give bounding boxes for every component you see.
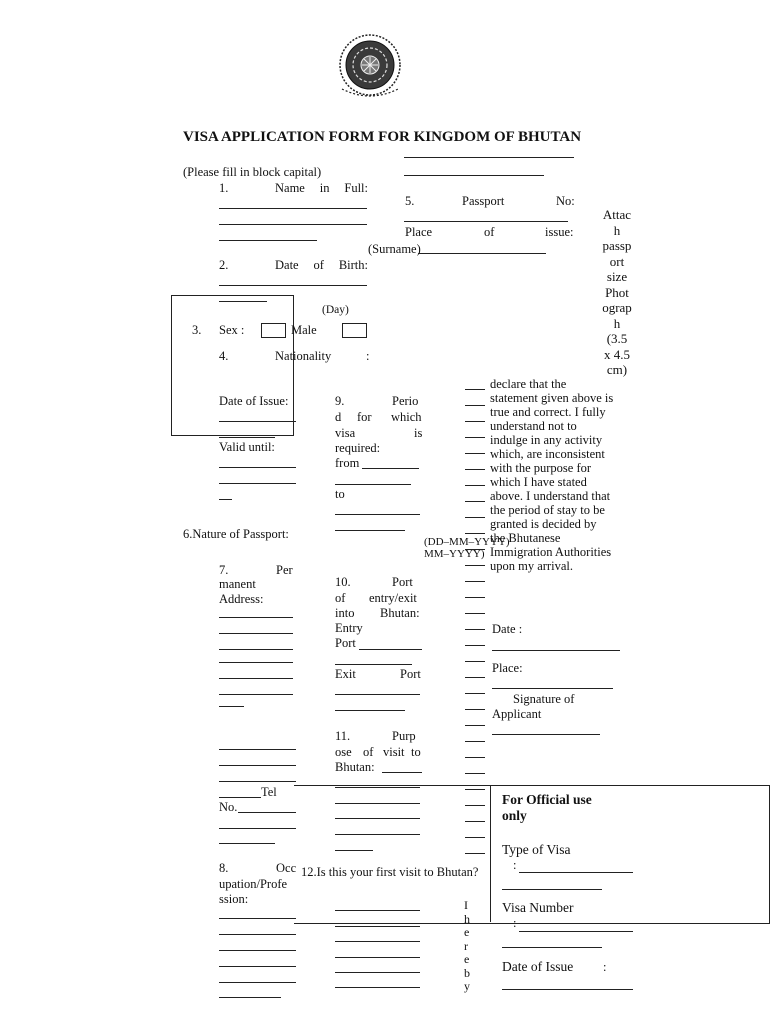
q11-l2b: of (363, 745, 374, 759)
official-use-box-left-edge (490, 785, 491, 922)
hereby-vertical-text: I h e r e b y (464, 898, 470, 993)
official-date-of-issue-colon: : (603, 960, 607, 974)
sex-checkbox-1[interactable] (261, 323, 286, 338)
signature-label: Signature of (513, 692, 575, 706)
q7-l1b: Per (276, 563, 293, 577)
sex-nationality-box (171, 295, 294, 436)
tel-field-2[interactable] (219, 828, 296, 829)
q7-l3: Address: (219, 592, 264, 606)
entry-port-field-1[interactable] (359, 649, 422, 650)
q10-exit-port: Port (400, 667, 421, 681)
tel-field-1[interactable] (238, 812, 296, 813)
name-field-2[interactable] (219, 224, 367, 225)
official-use-heading: For Official use only (502, 792, 592, 823)
q5-no: No: (556, 194, 575, 208)
q3-label: Sex : (219, 323, 245, 337)
official-type-of-visa-label: Type of Visa (502, 842, 571, 857)
official-visa-number-field-1[interactable] (519, 931, 633, 932)
period-from-field-2[interactable] (335, 484, 411, 485)
entry-port-field-2[interactable] (335, 664, 412, 665)
period-to-field-2[interactable] (335, 530, 405, 531)
photo-placeholder-text: Attac h passp ort size Phot ograp h (3.5 x 4.5 cm) (602, 207, 632, 377)
official-type-field-2[interactable] (502, 889, 602, 890)
official-visa-number-label: Visa Number (502, 900, 574, 915)
valid-until-field-1[interactable] (219, 467, 296, 468)
instructions: (Please fill in block capital) (183, 165, 322, 179)
q9-l3a: visa (335, 426, 356, 440)
q11-number: 11. (335, 729, 351, 743)
q10-number: 10. (335, 575, 351, 589)
place-of-issue-of: of (484, 225, 495, 239)
q2-number: 2. (219, 258, 229, 272)
place-of-issue-issue: issue: (545, 225, 574, 239)
q6-label: 6.Nature of Passport: (183, 527, 289, 541)
title-underline-1 (404, 157, 574, 158)
q9-l2c: which (391, 410, 422, 424)
q1-number: 1. (219, 181, 229, 195)
q11-l2c: visit (383, 745, 405, 759)
q10-l3b: Bhutan: (380, 606, 420, 620)
date-format-hint-2: MM–YYYY) (424, 548, 485, 560)
date-of-issue-label: Date of Issue: (219, 394, 289, 408)
official-visa-number-colon: : (513, 916, 517, 930)
q4-colon: : (366, 349, 370, 363)
q9-l4: required: (335, 441, 381, 455)
place-label: Place: (492, 661, 523, 675)
passport-number-field[interactable] (404, 221, 568, 222)
tel-label: Tel (261, 785, 277, 799)
sex-male-label: Male (291, 323, 317, 337)
tel-field-3[interactable] (219, 843, 275, 844)
date-of-issue-field-1[interactable] (219, 421, 296, 422)
q11-l2a: ose (335, 745, 352, 759)
dob-day-hint: (Day) (322, 304, 349, 316)
form-title: VISA APPLICATION FORM FOR KINGDOM OF BHUTAN (183, 129, 582, 145)
q8-l2: upation/Profe (219, 877, 288, 891)
date-label: Date : (492, 622, 523, 636)
q10-l2b: entry/exit (369, 591, 417, 605)
exit-port-field-1[interactable] (335, 694, 420, 695)
q4-label: Nationality (275, 349, 332, 363)
q10-entry-port: Port (335, 636, 356, 650)
date-field[interactable] (492, 650, 620, 651)
date-format-hint: (DD–MM–YYYY) (424, 536, 510, 548)
official-date-of-issue-field[interactable] (502, 989, 633, 990)
q9-to: to (335, 487, 345, 501)
q7-l2: manent (219, 577, 256, 591)
sex-checkbox-2[interactable] (342, 323, 367, 338)
q10-l3a: into (335, 606, 355, 620)
surname-hint: (Surname) (368, 242, 421, 256)
title-underline-2 (404, 175, 544, 176)
exit-port-field-2[interactable] (335, 710, 405, 711)
place-of-issue-field[interactable] (418, 253, 546, 254)
q10-exit: Exit (335, 667, 356, 681)
q9-l3b: is (414, 426, 423, 440)
place-field[interactable] (492, 688, 613, 689)
valid-until-field-3[interactable] (219, 499, 232, 500)
q2-label: Date of Birth: (275, 258, 368, 272)
q11-l3: Bhutan: (335, 760, 375, 774)
declaration-text: declare that the statement given above is true and correct. I fully understand not to indulge in any activity which, are inconsistent with the purpose for which I have stated above. I understand that the period of stay to be granted is decided by the Bhutanese Immigration Authorities upon my arrival. (490, 377, 614, 573)
official-date-of-issue-label: Date of Issue (502, 959, 574, 974)
period-to-field-1[interactable] (335, 514, 420, 515)
q9-l2a: d (335, 410, 342, 424)
q9-l2b: for (357, 410, 372, 424)
name-field-3[interactable] (219, 240, 317, 241)
q9-number: 9. (335, 394, 345, 408)
valid-until-field-2[interactable] (219, 483, 296, 484)
q8-l3: ssion: (219, 892, 249, 906)
q1-label: Name in Full: (275, 181, 368, 195)
dob-field-1[interactable] (219, 285, 367, 286)
date-of-issue-field-2[interactable] (219, 437, 275, 438)
official-type-field-1[interactable] (519, 872, 633, 873)
q4-number: 4. (219, 349, 229, 363)
q10-l2a: of (335, 591, 346, 605)
q3-number: 3. (192, 323, 202, 337)
q9-from: from (335, 456, 360, 470)
official-visa-number-field-2[interactable] (502, 947, 602, 948)
emblem-logo (332, 33, 408, 101)
place-of-issue-label: Place (405, 225, 433, 239)
q7-number: 7. (219, 563, 229, 577)
q10-entry: Entry (335, 621, 363, 635)
signature-field[interactable] (492, 734, 600, 735)
period-from-field-1[interactable] (362, 468, 419, 469)
q9-l1: Perio (392, 394, 419, 408)
valid-until-label: Valid until: (219, 440, 275, 454)
q12-label: 12.Is this your first visit to Bhutan? (301, 865, 479, 879)
applicant-label: Applicant (492, 707, 542, 721)
q5-number: 5. (405, 194, 415, 208)
q11-l2d: to (411, 745, 421, 759)
q5-label: Passport (462, 194, 505, 208)
q8-l1b: Occ (276, 861, 297, 875)
q10-l1b: Port (392, 575, 413, 589)
q11-l1b: Purp (392, 729, 416, 743)
name-field-1[interactable] (219, 208, 367, 209)
tel-no-label: No. (219, 800, 238, 814)
official-type-colon: : (513, 858, 517, 872)
q8-number: 8. (219, 861, 229, 875)
